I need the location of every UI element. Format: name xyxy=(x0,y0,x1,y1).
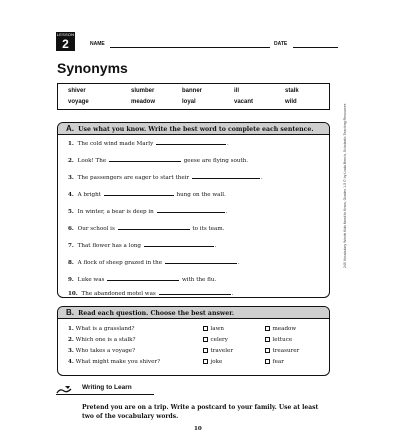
answer-option[interactable] xyxy=(203,326,224,332)
vocab-word: stalk xyxy=(285,88,299,94)
answer-option[interactable] xyxy=(265,348,299,354)
section-a xyxy=(57,122,330,298)
option-label: meadow xyxy=(272,326,297,332)
section-b-header xyxy=(58,307,329,319)
answer-blank[interactable] xyxy=(104,191,174,196)
item-number: 2. xyxy=(68,158,74,164)
item-text-after: . xyxy=(227,141,229,147)
item-text-after: . xyxy=(214,243,217,249)
checkbox[interactable] xyxy=(203,359,208,364)
answer-blank[interactable] xyxy=(156,140,226,145)
checkbox[interactable] xyxy=(265,337,270,342)
sentence-item xyxy=(68,225,224,232)
sentence-item xyxy=(68,242,217,249)
item-number: 5. xyxy=(68,209,74,215)
item-text-before: The abandoned motel was xyxy=(81,291,156,297)
copyright-note: 240 Vocabulary Words Kids Need to Know, Grades 1-5 © by Linda Beech, Scholastic Teaching Resources xyxy=(343,103,347,268)
vocabulary-box xyxy=(57,83,330,110)
question-number: 4. xyxy=(68,359,74,365)
vocab-word: ill xyxy=(234,88,240,94)
checkbox[interactable] xyxy=(265,326,270,331)
question-item xyxy=(68,326,135,332)
item-number: 6. xyxy=(68,226,74,232)
lesson-badge xyxy=(56,32,75,51)
answer-blank[interactable] xyxy=(144,242,214,247)
checkbox[interactable] xyxy=(203,326,208,331)
question-number: 3. xyxy=(68,348,74,354)
option-label: lettuce xyxy=(272,337,293,343)
section-a-letter: A. xyxy=(66,124,74,133)
item-number: 1. xyxy=(68,141,74,147)
checkbox[interactable] xyxy=(265,348,270,353)
item-text-after: geese are flying south. xyxy=(183,158,249,164)
item-number: 8. xyxy=(68,260,74,266)
question-text: What is a grassland? xyxy=(75,326,135,332)
question-text: Who takes a voyage? xyxy=(75,348,136,354)
sentence-item xyxy=(68,191,226,198)
vocab-word: vacant xyxy=(234,99,254,105)
answer-blank[interactable] xyxy=(165,259,237,264)
question-item xyxy=(68,359,160,365)
checkbox[interactable] xyxy=(265,359,270,364)
answer-blank[interactable] xyxy=(157,208,225,213)
sentence-item xyxy=(68,290,233,297)
section-b xyxy=(57,306,330,376)
writing-prompt: Pretend you are on a trip. Write a postcard to your family. Use at least two of the vocabulary words. xyxy=(82,404,319,420)
answer-option[interactable] xyxy=(265,337,292,343)
vocab-word: voyage xyxy=(68,99,89,105)
page-number: 10 xyxy=(194,426,202,432)
item-text-after: with the flu. xyxy=(181,277,217,283)
item-text-after: . xyxy=(225,209,228,215)
answer-option[interactable] xyxy=(265,326,296,332)
option-label: celery xyxy=(210,337,228,343)
answer-option[interactable] xyxy=(203,348,233,354)
question-text: What might make you shiver? xyxy=(75,359,161,365)
item-text-after: . xyxy=(231,291,234,297)
vocab-word: meadow xyxy=(131,99,156,105)
name-line[interactable] xyxy=(110,47,270,48)
item-number: 3. xyxy=(68,175,74,181)
answer-option[interactable] xyxy=(265,359,284,365)
section-b-instruction: Read each question. Choose the best answer. xyxy=(78,310,235,317)
item-text-before: The passengers are eager to start their xyxy=(77,175,190,181)
answer-blank[interactable] xyxy=(107,276,179,281)
answer-option[interactable] xyxy=(203,359,222,365)
question-item xyxy=(68,348,135,354)
sentence-item xyxy=(68,174,263,181)
option-label: lawn xyxy=(210,326,225,332)
item-number: 4. xyxy=(68,192,74,198)
item-text-before: The cold wind made Marly xyxy=(77,141,154,147)
lesson-label: LESSON xyxy=(56,32,75,37)
item-text-before: In winter, a bear is deep in xyxy=(77,209,154,215)
option-label: joke xyxy=(210,359,223,365)
question-text: Which one is a stalk? xyxy=(75,337,136,343)
item-number: 9. xyxy=(68,277,74,283)
writing-divider xyxy=(56,394,154,395)
item-text-after: . xyxy=(237,260,240,266)
answer-blank[interactable] xyxy=(159,290,231,295)
name-label: NAME xyxy=(90,41,105,47)
option-label: traveler xyxy=(210,348,234,354)
question-number: 1. xyxy=(68,326,74,332)
date-line[interactable] xyxy=(293,47,338,48)
sentence-item xyxy=(68,276,216,283)
item-text-after: hung on the wall. xyxy=(176,192,226,198)
section-a-header xyxy=(58,123,329,135)
item-text-before: Look! The xyxy=(77,158,107,164)
item-number: 7. xyxy=(68,243,74,249)
item-text-before: Luke was xyxy=(77,277,105,283)
item-text-before: Our school is xyxy=(77,226,115,232)
answer-option[interactable] xyxy=(203,337,228,343)
answer-blank[interactable] xyxy=(192,174,260,179)
name-date-row xyxy=(90,41,340,53)
sentence-item xyxy=(68,140,229,147)
writing-heading: Writing to Learn xyxy=(82,384,132,391)
item-text-after: to its team. xyxy=(192,226,225,232)
item-text-after: . xyxy=(260,175,263,181)
vocab-word: banner xyxy=(182,88,203,94)
vocab-word: wild xyxy=(285,99,297,105)
vocab-word: slumber xyxy=(131,88,155,94)
lesson-number: 2 xyxy=(62,37,69,51)
page-title: Synonyms xyxy=(57,60,128,76)
checkbox[interactable] xyxy=(203,337,208,342)
answer-blank[interactable] xyxy=(118,225,190,230)
item-number: 10. xyxy=(68,291,78,297)
vocab-word: loyal xyxy=(182,99,196,105)
item-text-before: That flower has a long xyxy=(77,243,142,249)
vocab-word: shiver xyxy=(68,88,86,94)
sentence-item xyxy=(68,157,248,164)
answer-blank[interactable] xyxy=(109,157,181,162)
option-label: treasurer xyxy=(272,348,300,354)
item-text-before: A flock of sheep grazed in the xyxy=(77,260,163,266)
checkbox[interactable] xyxy=(203,348,208,353)
sentence-item xyxy=(68,208,227,215)
question-number: 2. xyxy=(68,337,74,343)
item-text-before: A bright xyxy=(77,192,101,198)
option-label: fear xyxy=(272,359,284,365)
section-a-instruction: Use what you know. Write the best word to complete each sentence. xyxy=(78,126,314,133)
question-item xyxy=(68,337,136,343)
section-b-letter: B. xyxy=(66,308,74,317)
date-label: DATE xyxy=(274,41,288,47)
sentence-item xyxy=(68,259,240,266)
